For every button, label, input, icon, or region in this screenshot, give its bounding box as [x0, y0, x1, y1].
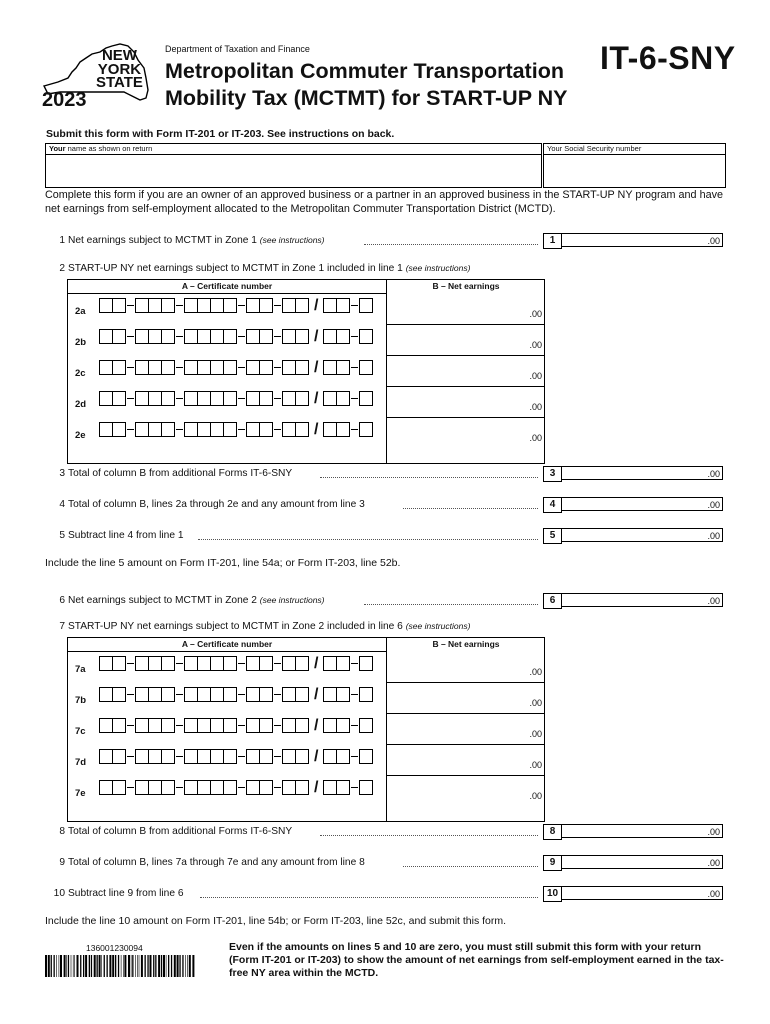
- ssn-input[interactable]: [544, 155, 725, 187]
- line-10-note: Include the line 10 amount on Form IT-201, line 54b; or Form IT-203, line 52c, and submit this form.: [45, 915, 507, 927]
- line-4: 4 Total of column B, lines 2a through 2e and any amount from line 3: [59, 499, 365, 510]
- certificate-number-input[interactable]: /: [99, 328, 373, 344]
- line-6-amount[interactable]: .00: [561, 593, 723, 607]
- grid1-row: [68, 325, 544, 356]
- line-8: 8 Total of column B from additional Forms IT-6-SNY: [59, 826, 293, 837]
- grid1-row: [68, 418, 544, 449]
- barcode-icon: [45, 955, 195, 977]
- line-1: 1 Net earnings subject to MCTMT in Zone 1 (see instructions): [59, 235, 325, 246]
- column-b-header: B – Net earnings: [386, 638, 545, 822]
- line-10-box: 10: [543, 886, 562, 902]
- line-9: 9 Total of column B, lines 7a through 7e and any amount from line 8: [59, 857, 365, 868]
- nys-logo: [40, 38, 152, 114]
- line-9-box: 9: [543, 855, 562, 871]
- grid1-row: [68, 294, 544, 325]
- certificate-number-input[interactable]: /: [99, 779, 373, 795]
- submit-instruction: Submit this form with Form IT-201 or IT-203. See instructions on back.: [46, 128, 395, 140]
- grid2-row: [68, 683, 544, 714]
- net-earnings-amount[interactable]: .00: [529, 667, 542, 677]
- grid1-row: [68, 387, 544, 418]
- certificate-number-input[interactable]: /: [99, 359, 373, 375]
- row-label: 2a: [75, 306, 86, 317]
- logo-year: 2023: [42, 89, 87, 111]
- line-1-box: 1: [543, 233, 562, 249]
- line-6-box: 6: [543, 593, 562, 609]
- line-4-amount[interactable]: .00: [561, 497, 723, 511]
- department-name: Department of Taxation and Finance: [165, 44, 310, 54]
- line-3-box: 3: [543, 466, 562, 482]
- net-earnings-amount[interactable]: .00: [529, 433, 542, 443]
- column-a-header: A – Certificate number: [68, 280, 386, 294]
- line-8-amount[interactable]: .00: [561, 824, 723, 838]
- grid2-row: [68, 714, 544, 745]
- certificate-number-input[interactable]: /: [99, 717, 373, 733]
- certificate-number-input[interactable]: /: [99, 748, 373, 764]
- name-input[interactable]: [46, 155, 541, 187]
- row-label: 2d: [75, 399, 87, 410]
- grid1-row: [68, 356, 544, 387]
- certificate-number-input[interactable]: /: [99, 655, 373, 671]
- barcode-number: 136001230094: [86, 943, 143, 953]
- line-3: 3 Total of column B from additional Forms IT-6-SNY: [59, 468, 293, 479]
- logo-state-text: NEW YORK STATE: [96, 47, 143, 91]
- line-5-box: 5: [543, 528, 562, 544]
- line-3-amount[interactable]: .00: [561, 466, 723, 480]
- net-earnings-amount[interactable]: .00: [529, 309, 542, 319]
- row-label: 2e: [75, 430, 86, 441]
- line-8-box: 8: [543, 824, 562, 840]
- row-label: 7c: [75, 726, 86, 737]
- line-4-box: 4: [543, 497, 562, 513]
- line-6: 6 Net earnings subject to MCTMT in Zone 2 (see instructions): [59, 595, 325, 606]
- line-9-amount[interactable]: .00: [561, 855, 723, 869]
- line-1-amount[interactable]: .00: [561, 233, 723, 247]
- line-5-note: Include the line 5 amount on Form IT-201, line 54a; or Form IT-203, line 52b.: [45, 557, 401, 569]
- grid2-row: [68, 776, 544, 807]
- certificate-number-input[interactable]: /: [99, 297, 373, 313]
- line-5-amount[interactable]: .00: [561, 528, 723, 542]
- net-earnings-amount[interactable]: .00: [529, 371, 542, 381]
- certificate-number-input[interactable]: /: [99, 421, 373, 437]
- net-earnings-amount[interactable]: .00: [529, 402, 542, 412]
- name-label: Your name as shown on return: [46, 144, 541, 155]
- name-box: [45, 143, 542, 188]
- line-2: 2 START-UP NY net earnings subject to MCTMT in Zone 1 included in line 1 (see instructions): [59, 263, 471, 274]
- net-earnings-amount[interactable]: .00: [529, 340, 542, 350]
- row-label: 7a: [75, 664, 86, 675]
- net-earnings-amount[interactable]: .00: [529, 729, 542, 739]
- net-earnings-amount[interactable]: .00: [529, 698, 542, 708]
- form-title: Metropolitan Commuter Transportation Mobility Tax (MCTMT) for START-UP NY: [165, 59, 568, 110]
- column-b-header: B – Net earnings: [386, 280, 545, 464]
- footer-notice: Even if the amounts on lines 5 and 10 are zero, you must still submit this form with your return (Form IT-201 or IT-203) to show the amount of net earnings from self-employment earned in the tax-free NY area within the MCTD.: [229, 941, 724, 979]
- certificate-number-input[interactable]: /: [99, 686, 373, 702]
- net-earnings-amount[interactable]: .00: [529, 791, 542, 801]
- grid2-row: [68, 745, 544, 776]
- line-10: 10 Subtract line 9 from line 6: [53, 888, 184, 899]
- row-label: 7d: [75, 757, 87, 768]
- column-a-header: A – Certificate number: [68, 638, 386, 652]
- line-10-amount[interactable]: .00: [561, 886, 723, 900]
- form-number: IT-6-SNY: [600, 40, 736, 76]
- row-label: 2b: [75, 337, 87, 348]
- ssn-box: [543, 143, 726, 188]
- certificate-number-input[interactable]: /: [99, 390, 373, 406]
- zone1-certificate-table: [67, 279, 545, 464]
- row-label: 7e: [75, 788, 86, 799]
- intro-text: Complete this form if you are an owner of an approved business or a partner in an approved business in the START-UP NY program and have net earnings from self-employment allocated to the Metropolitan Commuter Transportation District (MCTD).: [45, 189, 723, 215]
- row-label: 7b: [75, 695, 87, 706]
- grid2-row: [68, 652, 544, 683]
- zone2-certificate-table: [67, 637, 545, 822]
- line-5: 5 Subtract line 4 from line 1: [59, 530, 184, 541]
- ssn-label: Your Social Security number: [544, 144, 725, 155]
- row-label: 2c: [75, 368, 86, 379]
- net-earnings-amount[interactable]: .00: [529, 760, 542, 770]
- line-7: 7 START-UP NY net earnings subject to MCTMT in Zone 2 included in line 6 (see instructions): [59, 621, 471, 632]
